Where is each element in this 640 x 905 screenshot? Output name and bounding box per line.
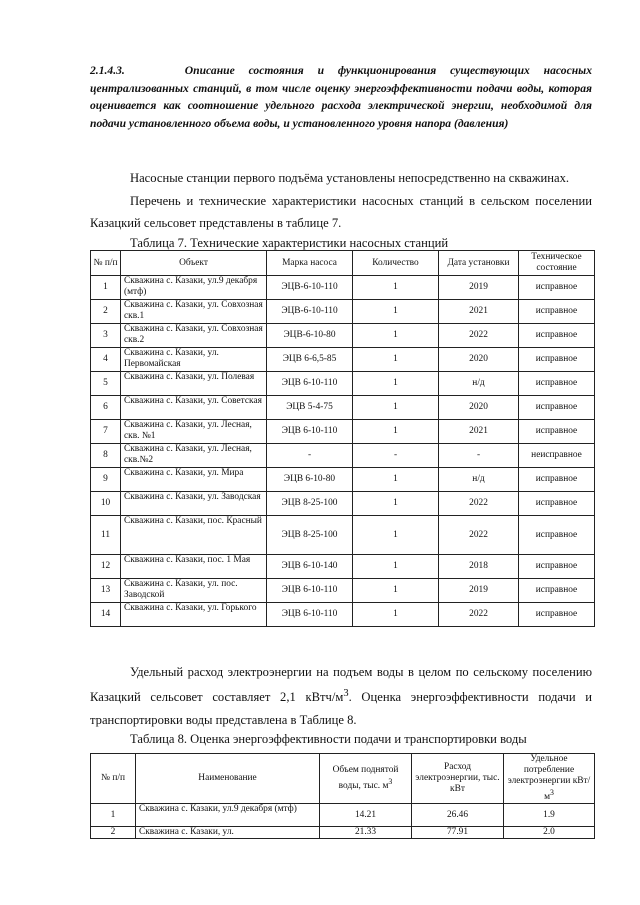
row-num: 7 — [91, 420, 121, 444]
row-install-date: 2019 — [439, 579, 519, 603]
row-condition: исправное — [519, 603, 595, 627]
row-num: 12 — [91, 555, 121, 579]
row-install-date: 2020 — [439, 396, 519, 420]
section-heading — [90, 62, 592, 132]
row-quantity: 1 — [353, 276, 439, 300]
col-header-condition: Техническое состояние — [519, 251, 595, 276]
row-quantity: 1 — [353, 468, 439, 492]
row-install-date: 2022 — [439, 324, 519, 348]
col-header-install-date: Дата установки — [439, 251, 519, 276]
row-object: Скважина с. Казаки, ул. Мира — [121, 468, 267, 492]
row-name: Скважина с. Казаки, ул. — [136, 827, 320, 839]
row-pump-model: ЭЦВ 8-25-100 — [267, 516, 353, 555]
row-object: Скважина с. Казаки, пос. 1 Мая — [121, 555, 267, 579]
row-install-date: н/д — [439, 372, 519, 396]
row-object: Скважина с. Казаки, пос. Красный — [121, 516, 267, 555]
table-row — [91, 420, 595, 444]
paragraph-pump-stations: Насосные станции первого подъёма установлены непосредственно на скважинах. — [130, 171, 570, 185]
row-num: 2 — [91, 300, 121, 324]
section-number: 2.1.4.3. — [90, 64, 125, 77]
energy-text-start: Удельный расход электроэнергии на подъем воды в целом по сельскому поселению Казацкий сельсовет составляет 2,1 кВтч/м — [90, 665, 592, 705]
row-condition: исправное — [519, 372, 595, 396]
table-row — [91, 300, 595, 324]
table-row — [91, 396, 595, 420]
row-num: 10 — [91, 492, 121, 516]
col-header-object: Объект — [121, 251, 267, 276]
row-install-date: 2022 — [439, 492, 519, 516]
col-header-volume — [320, 754, 412, 804]
row-name: Скважина с. Казаки, ул.9 декабря (мтф) — [136, 804, 320, 827]
table-row — [91, 324, 595, 348]
row-quantity: 1 — [353, 516, 439, 555]
row-condition: исправное — [519, 555, 595, 579]
row-quantity: 1 — [353, 372, 439, 396]
row-condition: исправное — [519, 300, 595, 324]
row-install-date: 2020 — [439, 348, 519, 372]
row-num: 11 — [91, 516, 121, 555]
row-quantity: 1 — [353, 603, 439, 627]
row-condition: исправное — [519, 348, 595, 372]
row-num: 3 — [91, 324, 121, 348]
row-object: Скважина с. Казаки, ул.9 декабря (мтф) — [121, 276, 267, 300]
row-pump-model: ЭЦВ 6-10-110 — [267, 603, 353, 627]
table-row — [91, 603, 595, 627]
energy-unit-sup: 3 — [343, 688, 349, 700]
row-num: 6 — [91, 396, 121, 420]
table-row — [91, 555, 595, 579]
row-volume: 14.21 — [320, 804, 412, 827]
table-header-row — [91, 754, 595, 804]
row-quantity: 1 — [353, 492, 439, 516]
table-row — [91, 276, 595, 300]
volume-unit-sup: 3 — [388, 777, 393, 786]
table-row — [91, 804, 595, 827]
row-num: 9 — [91, 468, 121, 492]
table-row — [91, 372, 595, 396]
specific-unit-sup: 3 — [550, 788, 554, 797]
row-install-date: - — [439, 444, 519, 468]
table-row — [91, 444, 595, 468]
energy-text-end: . Оценка энергоэффективности подачи и транспортировки воды представлена в Таблице 8. — [90, 690, 593, 727]
row-quantity: 1 — [353, 579, 439, 603]
table-row — [91, 827, 595, 839]
table-row — [91, 579, 595, 603]
row-quantity: 1 — [353, 396, 439, 420]
col-header-power: Расход электроэнергии, тыс. кВт — [412, 754, 504, 804]
row-object: Скважина с. Казаки, ул. Советская — [121, 396, 267, 420]
row-condition: неисправное — [519, 444, 595, 468]
row-object: Скважина с. Казаки, ул. Горького — [121, 603, 267, 627]
row-pump-model: ЭЦВ 6-10-80 — [267, 468, 353, 492]
row-quantity: 1 — [353, 348, 439, 372]
row-condition: исправное — [519, 276, 595, 300]
row-install-date: 2021 — [439, 420, 519, 444]
row-pump-model: ЭЦВ 6-10-140 — [267, 555, 353, 579]
paragraph-table7-intro: Перечень и технические характеристики насосных станций в сельском поселении Казацкий сельсовет представлены в таблице 7. — [90, 194, 592, 231]
table-row — [91, 468, 595, 492]
row-specific: 2.0 — [504, 827, 595, 839]
table-row — [91, 348, 595, 372]
col-header-num: № п/п — [91, 251, 121, 276]
row-pump-model: - — [267, 444, 353, 468]
table-row — [91, 516, 595, 555]
row-num: 1 — [91, 276, 121, 300]
row-condition: исправное — [519, 396, 595, 420]
row-num: 13 — [91, 579, 121, 603]
row-install-date: 2022 — [439, 603, 519, 627]
row-condition: исправное — [519, 420, 595, 444]
row-num: 1 — [91, 804, 136, 827]
row-object: Скважина с. Казаки, ул. Полевая — [121, 372, 267, 396]
row-pump-model: ЭЦВ-6-10-110 — [267, 276, 353, 300]
row-pump-model: ЭЦВ 5-4-75 — [267, 396, 353, 420]
row-install-date: 2021 — [439, 300, 519, 324]
table8-caption: Таблица 8. Оценка энергоэффективности подачи и транспортировки воды — [130, 732, 527, 746]
energy-efficiency-table — [90, 753, 595, 839]
row-object: Скважина с. Казаки, ул. Заводская — [121, 492, 267, 516]
row-power: 77.91 — [412, 827, 504, 839]
row-pump-model: ЭЦВ-6-10-80 — [267, 324, 353, 348]
pump-stations-table — [90, 250, 595, 627]
row-volume: 21.33 — [320, 827, 412, 839]
row-condition: исправное — [519, 468, 595, 492]
row-quantity: - — [353, 444, 439, 468]
row-num: 5 — [91, 372, 121, 396]
row-condition: исправное — [519, 492, 595, 516]
row-pump-model: ЭЦВ 6-10-110 — [267, 420, 353, 444]
row-install-date: 2022 — [439, 516, 519, 555]
col-header-name: Наименование — [136, 754, 320, 804]
col-header-quantity: Количество — [353, 251, 439, 276]
section-title: Описание состояния и функционирования существующих насосных централизованных станций, в том числе оценку энергоэффективности подачи воды, которая оценивается как соотношение удельного расхода электрической энергии, необходимой для подачи установленного объема воды, и установленного уровня напора (давления) — [90, 64, 592, 130]
row-condition: исправное — [519, 516, 595, 555]
row-quantity: 1 — [353, 420, 439, 444]
col-header-pump-model: Марка насоса — [267, 251, 353, 276]
table-row — [91, 492, 595, 516]
row-condition: исправное — [519, 324, 595, 348]
row-specific: 1.9 — [504, 804, 595, 827]
row-object: Скважина с. Казаки, ул. пос. Заводской — [121, 579, 267, 603]
row-pump-model: ЭЦВ 8-25-100 — [267, 492, 353, 516]
col-header-num: № п/п — [91, 754, 136, 804]
row-num: 8 — [91, 444, 121, 468]
table7-caption: Таблица 7. Технические характеристики насосных станций — [130, 236, 449, 250]
row-condition: исправное — [519, 579, 595, 603]
row-quantity: 1 — [353, 555, 439, 579]
row-object: Скважина с. Казаки, ул. Лесная, скв. №1 — [121, 420, 267, 444]
paragraph-energy-consumption — [90, 661, 592, 731]
row-num: 14 — [91, 603, 121, 627]
table-header-row — [91, 251, 595, 276]
row-install-date: н/д — [439, 468, 519, 492]
specific-label: Удельное потребление электроэнергии кВт/м — [507, 754, 591, 803]
row-num: 2 — [91, 827, 136, 839]
row-install-date: 2019 — [439, 276, 519, 300]
row-pump-model: ЭЦВ-6-10-110 — [267, 300, 353, 324]
row-quantity: 1 — [353, 300, 439, 324]
row-object: Скважина с. Казаки, ул. Первомайская — [121, 348, 267, 372]
row-power: 26.46 — [412, 804, 504, 827]
row-object: Скважина с. Казаки, ул. Совхозная скв.2 — [121, 324, 267, 348]
volume-label: Объем поднятой воды, тыс. м — [332, 765, 399, 792]
row-object: Скважина с. Казаки, ул. Совхозная скв.1 — [121, 300, 267, 324]
row-object: Скважина с. Казаки, ул. Лесная, скв.№2 — [121, 444, 267, 468]
row-install-date: 2018 — [439, 555, 519, 579]
row-quantity: 1 — [353, 324, 439, 348]
row-pump-model: ЭЦВ 6-10-110 — [267, 372, 353, 396]
col-header-specific — [504, 754, 595, 804]
row-num: 4 — [91, 348, 121, 372]
row-pump-model: ЭЦВ 6-6,5-85 — [267, 348, 353, 372]
row-pump-model: ЭЦВ 6-10-110 — [267, 579, 353, 603]
